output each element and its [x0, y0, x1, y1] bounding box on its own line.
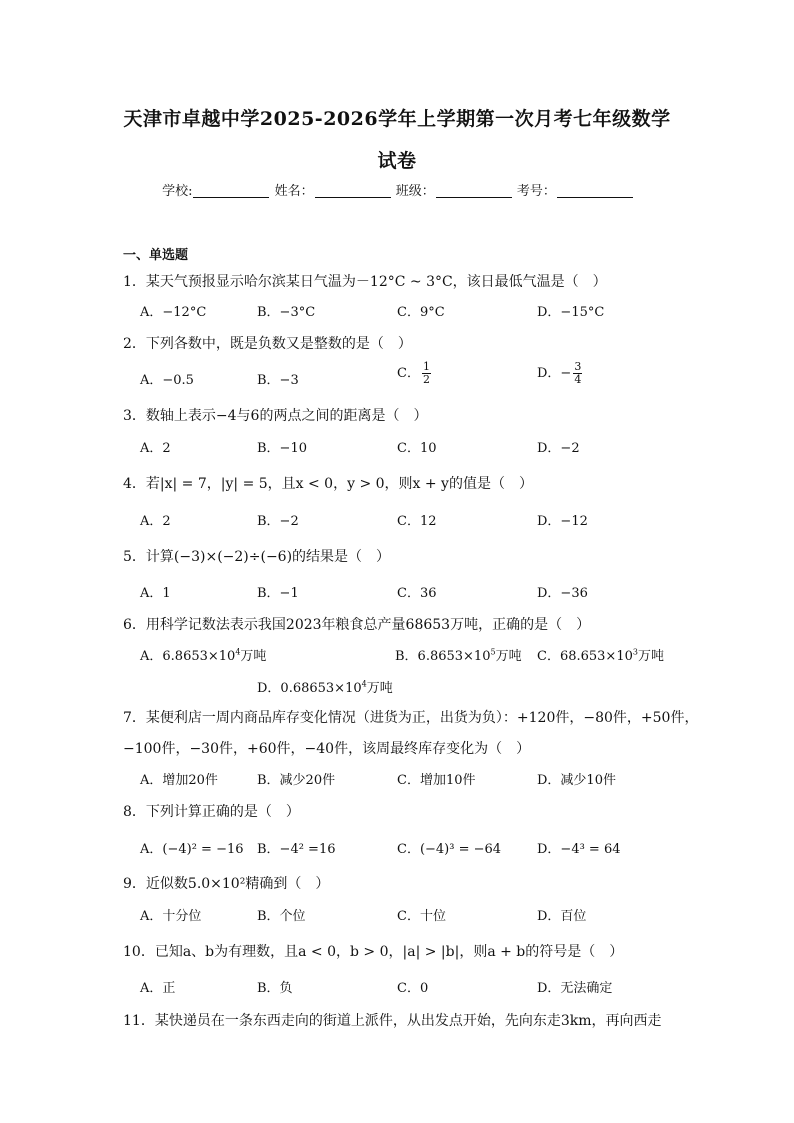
q9-option-b: B．个位 [257, 909, 306, 924]
q2-option-b: B．−3 [257, 373, 299, 388]
q2-option-c-label: C． [397, 366, 420, 381]
question-8: 8．下列计算正确的是（ ） [123, 804, 300, 820]
q2-option-c [397, 361, 431, 386]
q6-option-d-base: D．0.68653×10 [257, 681, 362, 696]
q5-option-d: D．−36 [537, 586, 588, 601]
q7-option-a: A．增加20件 [140, 773, 218, 788]
question-11: 11．某快递员在一条东西走向的街道上派件，从出发点开始，先向东走3km，再向西走 [123, 1013, 662, 1029]
q9-option-d: D．百位 [537, 909, 587, 924]
question-4: 4．若|x| = 7，|y| = 5，且x < 0，y > 0，则x + y的值是（ ） [123, 476, 533, 492]
exam-number-label: 考号： [516, 184, 556, 199]
question-9: 9．近似数5.0×10²精确到（ ） [123, 876, 330, 892]
class-label: 班级： [395, 184, 435, 199]
q2-option-a: A．−0.5 [140, 373, 194, 388]
q3-option-b: B．−10 [257, 441, 307, 456]
student-info-row [0, 180, 794, 199]
q6-option-a-exp: 4 [235, 647, 241, 657]
question-6: 6．用科学记数法表示我国2023年粮食总产量68653万吨，正确的是（ ） [123, 617, 591, 633]
q10-option-c: C．0 [397, 981, 429, 996]
q6-option-b-exp: 5 [490, 647, 496, 657]
page-title-line2: 试卷 [377, 150, 417, 172]
school-blank[interactable] [193, 183, 269, 198]
q9-option-c: C．十位 [397, 909, 446, 924]
q6-option-a-unit: 万吨 [240, 649, 267, 664]
q2-fraction-d [573, 361, 582, 386]
q1-option-d: D．−15°C [537, 305, 605, 320]
q6-option-b [395, 645, 522, 664]
q2-fraction-c-den: 2 [422, 373, 430, 386]
q6-option-b-base: B．6.8653×10 [395, 649, 491, 664]
q6-option-c-base: C．68.653×10 [537, 649, 633, 664]
name-blank[interactable] [315, 183, 391, 198]
q5-option-b: B．−1 [257, 586, 299, 601]
q1-option-a: A．−12°C [140, 305, 207, 320]
page-title-line1: 天津市卓越中学2025-2026学年上学期第一次月考七年级数学 [123, 108, 671, 130]
q3-option-a: A．2 [140, 441, 171, 456]
question-10: 10．已知a、b为有理数，且a < 0，b > 0，|a| > |b|，则a + b的符号是（ ） [123, 944, 624, 960]
question-3: 3．数轴上表示−4与6的两点之间的距离是（ ） [123, 408, 428, 424]
q6-option-a-base: A．6.8653×10 [140, 649, 236, 664]
question-2: 2．下列各数中，既是负数又是整数的是（ ） [123, 336, 412, 352]
q2-option-d-label: D．− [537, 366, 572, 381]
q5-option-a: A．1 [140, 586, 171, 601]
q6-option-c-unit: 万吨 [637, 649, 664, 664]
exam-number-blank[interactable] [557, 183, 633, 198]
q3-option-d: D．−2 [537, 441, 580, 456]
q2-fraction-c [422, 361, 431, 386]
q2-fraction-d-num: 3 [574, 360, 582, 373]
q8-option-c: C．(−4)³ = −64 [397, 842, 502, 857]
section-title: 一、单选题 [123, 248, 189, 263]
q2-fraction-d-den: 4 [574, 373, 582, 386]
q8-option-a: A．(−4)² = −16 [140, 842, 244, 857]
q4-option-b: B．−2 [257, 514, 299, 529]
q1-option-c: C．9°C [397, 305, 445, 320]
q6-option-d [257, 677, 393, 696]
q7-option-b: B．减少20件 [257, 773, 336, 788]
q6-option-b-unit: 万吨 [495, 649, 522, 664]
question-1: 1．某天气预报显示哈尔滨某日气温为－12°C ~ 3°C，该日最低气温是（ ） [123, 274, 607, 290]
q4-option-d: D．−12 [537, 514, 588, 529]
q10-option-d: D．无法确定 [537, 981, 613, 996]
q7-option-c: C．增加10件 [397, 773, 476, 788]
q1-option-b: B．−3°C [257, 305, 316, 320]
q4-option-c: C．12 [397, 514, 437, 529]
q8-option-b: B．−4² =16 [257, 842, 336, 857]
class-blank[interactable] [436, 183, 512, 198]
question-7-cont: −100件，−30件，+60件，−40件，该周最终库存变化为（ ） [123, 741, 531, 757]
q6-option-c-exp: 3 [632, 647, 638, 657]
name-label: 姓名： [274, 184, 314, 199]
q10-option-b: B．负 [257, 981, 293, 996]
q5-option-c: C．36 [397, 586, 437, 601]
q2-option-d [537, 361, 582, 386]
q6-option-c [537, 645, 664, 664]
q6-option-d-exp: 4 [361, 679, 367, 689]
q6-option-d-unit: 万吨 [366, 681, 393, 696]
q2-fraction-c-num: 1 [422, 360, 430, 373]
question-7: 7．某便利店一周内商品库存变化情况（进货为正，出货为负）：+120件，−80件，+50件， [123, 710, 699, 726]
q9-option-a: A．十分位 [140, 909, 202, 924]
q3-option-c: C．10 [397, 441, 437, 456]
q8-option-d: D．−4³ = 64 [537, 842, 621, 857]
question-5: 5．计算(−3)×(−2)÷(−6)的结果是（ ） [123, 549, 391, 565]
school-label: 学校: [162, 184, 193, 199]
q7-option-d: D．减少10件 [537, 773, 616, 788]
q6-option-a [140, 645, 266, 664]
q4-option-a: A．2 [140, 514, 171, 529]
q10-option-a: A．正 [140, 981, 176, 996]
